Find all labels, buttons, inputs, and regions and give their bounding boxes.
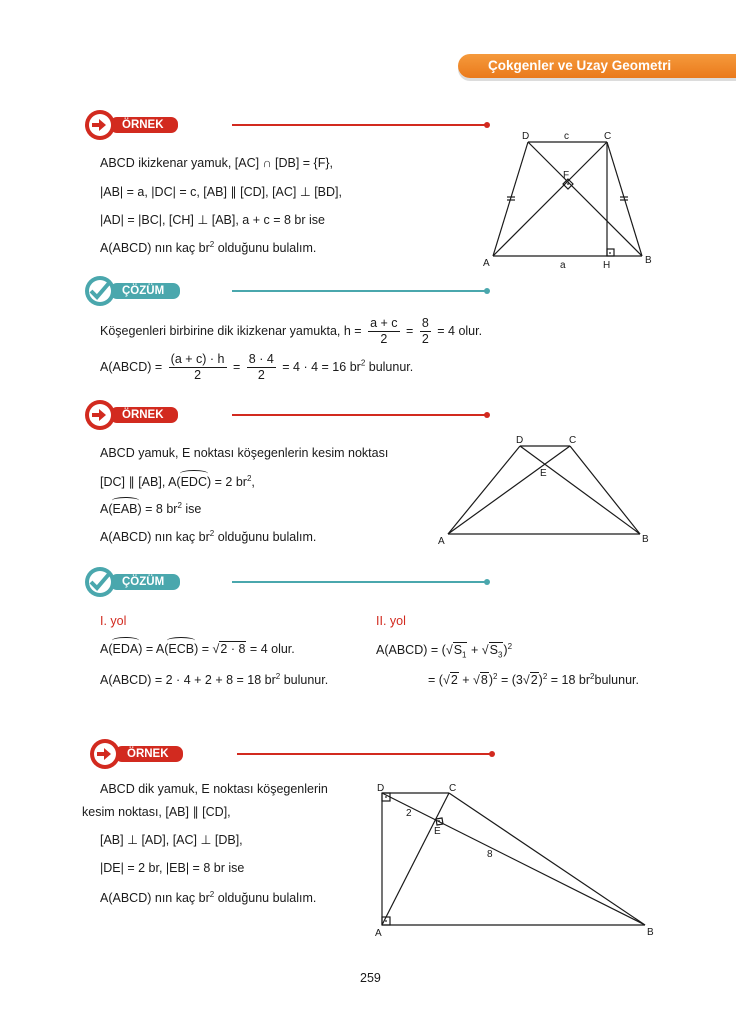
ornek-label: ÖRNEK xyxy=(127,748,169,760)
label-side-a: a xyxy=(560,260,566,271)
yol1-heading: I. yol xyxy=(100,614,127,628)
sol1-line2: A(ABCD) = $\frac{(a + c) \cdot h}{2}$ = $\frac{8 \cdot 4}{2}$ = 4 · 4 = 16 $br^2$ bulunur. xyxy=(100,352,414,382)
ex3-line4: |DE| = 2 br, |EB| = 8 br ise xyxy=(100,861,245,875)
label-b: B xyxy=(645,255,652,266)
label-e: E xyxy=(540,468,547,479)
ex1-line3: |AD| = |BC|, [CH] ⊥ [AB], a + c = 8 br ise xyxy=(100,213,325,227)
ex2-line4: A(ABCD) nın kaç $br^2$ olduğunu bulalım. xyxy=(100,529,317,545)
label-e: E xyxy=(434,826,441,837)
label-side-c: c xyxy=(564,131,569,142)
sol1-line1: Köşegenleri birbirine dik ikizkenar yamukta, h = $\frac{a + c}{2}$ = $\frac{8}{2}$ = 4 olur. xyxy=(100,316,483,346)
ornek-badge xyxy=(82,400,492,430)
label-c: C xyxy=(569,435,577,446)
page-number: 259 xyxy=(360,971,381,985)
label-b: B xyxy=(647,927,654,938)
label-a: A xyxy=(483,258,490,269)
ornek-label: ÖRNEK xyxy=(122,119,164,131)
cozum-badge xyxy=(82,567,492,597)
diagonal-ac xyxy=(382,793,449,925)
sol2-yol1-line2: A(ABCD) = 2 · 4 + 2 + 8 = 18 $br^2$ bulunur. xyxy=(100,672,329,688)
sol2-yol1-line1: A( EDA) = A( ECB) = √2 · 8 = 4 olur. xyxy=(100,642,295,656)
cozum-badge xyxy=(82,276,492,306)
ex2-line3: A( EAB) = 8 $br^2$ ise xyxy=(100,501,201,516)
label-d: D xyxy=(522,131,530,142)
ex1-line4: A(ABCD) nın kaç $br^2$ olduğunu bulalım. xyxy=(100,240,317,256)
ex3-line2: kesim noktası, [AB] ∥ [CD], xyxy=(82,805,231,819)
ex3-line5: A(ABCD) nın kaç $br^2$ olduğunu bulalım. xyxy=(100,890,317,906)
chapter-header-tab xyxy=(458,54,736,78)
chapter-title: Çokgenler ve Uzay Geometri xyxy=(488,58,672,73)
label-h: H xyxy=(603,260,611,271)
cozum-label: ÇÖZÜM xyxy=(122,576,165,588)
figure-right-trapezoid xyxy=(370,780,660,940)
label-c: C xyxy=(449,783,457,794)
label-eb-length: 8 xyxy=(487,849,493,860)
sol2-yol2-line1: A(ABCD) = $(√S_1 + √S_3)^2$ xyxy=(376,642,513,660)
figure-trapezoid xyxy=(432,430,662,548)
figure-isosceles-trapezoid xyxy=(482,128,662,273)
ex3-line1: ABCD dik yamuk, E noktası köşegenlerin xyxy=(100,782,328,796)
label-b: B xyxy=(642,534,649,545)
ornek-label: ÖRNEK xyxy=(122,409,164,421)
ex1-line1: ABCD ikizkenar yamuk, [AC] ∩ [DB] = {F}, xyxy=(100,156,334,170)
side-cb xyxy=(449,793,645,925)
label-f: F xyxy=(563,170,570,181)
label-a: A xyxy=(375,928,382,939)
ornek-badge xyxy=(82,110,492,140)
label-d: D xyxy=(377,783,385,794)
ex2-line1: ABCD yamuk, E noktası köşegenlerin kesim noktası xyxy=(100,446,389,460)
ex3-line3: [AB] ⊥ [AD], [AC] ⊥ [DB], xyxy=(100,833,243,847)
cozum-label: ÇÖZÜM xyxy=(122,285,165,297)
sol2-yol2-line2: = $(√2 + √8)^2 = (3√2)^2 = 18$ $br^2bulunur$. xyxy=(428,672,639,688)
ornek-badge xyxy=(87,739,497,769)
ex2-line2: [DC] ∥ [AB], A( EDC) = 2 $br^2$, xyxy=(100,474,255,489)
yol2-heading: II. yol xyxy=(376,614,406,628)
label-a: A xyxy=(438,536,445,547)
label-d: D xyxy=(516,435,524,446)
label-de-length: 2 xyxy=(406,808,412,819)
diagonal-db xyxy=(382,793,645,925)
label-c: C xyxy=(604,131,612,142)
ex1-line2: |AB| = a, |DC| = c, [AB] ∥ [CD], [AC] ⊥ [BD], xyxy=(100,185,342,199)
